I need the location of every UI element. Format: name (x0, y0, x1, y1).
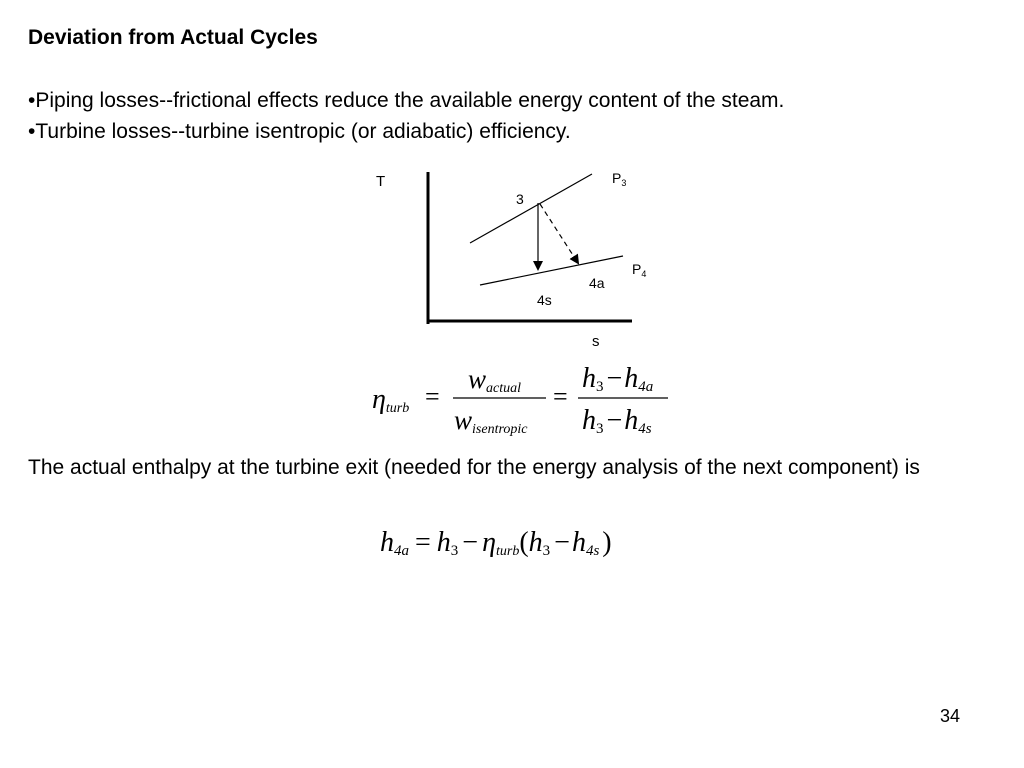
state-4a-label: 4a (589, 275, 605, 291)
sub-3b-eq2: 3 (542, 543, 551, 559)
actual-expansion-arrow (540, 204, 578, 263)
w-isentropic (454, 405, 528, 437)
page-number: 34 (940, 706, 961, 726)
minus-eq2-b: − (554, 527, 570, 558)
sub-4a-eq2: 4a (394, 543, 409, 559)
slide-title: Deviation from Actual Cycles (28, 26, 318, 49)
equals-sign-2: = (553, 382, 568, 411)
h3-minus-h4a (582, 363, 653, 395)
eta-symbol: η (372, 384, 386, 415)
h-3b-eq2: h (528, 527, 543, 558)
eta-turb (372, 384, 409, 416)
bullet-piping-losses: •Piping losses--frictional effects reduce the available energy content of the steam. (28, 89, 785, 112)
eta-sub-eq2: turb (495, 544, 520, 559)
h-symbol-a: h (582, 363, 596, 394)
s-axis-label: s (592, 333, 600, 350)
sub-4s: 4s (638, 421, 652, 437)
h-3-eq2: h (436, 527, 451, 558)
isobar-p3 (470, 174, 592, 243)
bullet-turbine-losses: •Turbine losses--turbine isentropic (or adiabatic) efficiency. (28, 120, 571, 143)
equals-sign-1: = (425, 382, 440, 411)
eta-eq2: η (482, 527, 496, 558)
p3-label (612, 170, 626, 188)
p4-label (632, 261, 646, 279)
eta-subscript: turb (385, 401, 410, 416)
sub-3-a: 3 (596, 379, 604, 395)
isentropic-subscript: isentropic (472, 422, 528, 437)
open-paren: ( (519, 527, 529, 558)
h-symbol-d: h (624, 405, 639, 436)
equals-eq2: = (415, 527, 431, 558)
sub-4a: 4a (638, 379, 654, 395)
minus-a: − (606, 363, 623, 394)
state-3-label: 3 (516, 191, 524, 207)
sub-3-b: 3 (596, 421, 604, 437)
h3-minus-h4s (582, 405, 652, 437)
h-4s-eq2: h (571, 527, 586, 558)
t-axis-label: T (376, 173, 386, 190)
actual-subscript: actual (486, 381, 522, 396)
sub-3-eq2: 3 (450, 543, 459, 559)
p4-label-main: P (632, 261, 642, 277)
h-4a: h (380, 527, 394, 558)
minus-eq2-a: − (462, 527, 479, 558)
w-actual (468, 364, 521, 396)
p3-label-main: P (612, 170, 622, 186)
state-4s-label: 4s (537, 292, 552, 308)
h4a-equation (380, 527, 612, 559)
h-symbol-c: h (582, 405, 596, 436)
minus-b: − (606, 405, 623, 436)
close-paren: ) (602, 527, 612, 558)
sub-4s-eq2: 4s (585, 543, 600, 559)
p3-label-sub: 3 (621, 178, 627, 188)
turbine-efficiency-equation (372, 363, 668, 437)
exit-enthalpy-paragraph: The actual enthalpy at the turbine exit (needed for the energy analysis of the next component) is (28, 456, 920, 479)
h-symbol-b: h (624, 363, 639, 394)
w-symbol-denominator: w (454, 405, 473, 435)
ts-diagram (376, 170, 646, 350)
p4-label-sub: 4 (641, 269, 647, 279)
w-symbol-numerator: w (468, 364, 487, 394)
actual-enthalpy-equation (380, 527, 612, 559)
